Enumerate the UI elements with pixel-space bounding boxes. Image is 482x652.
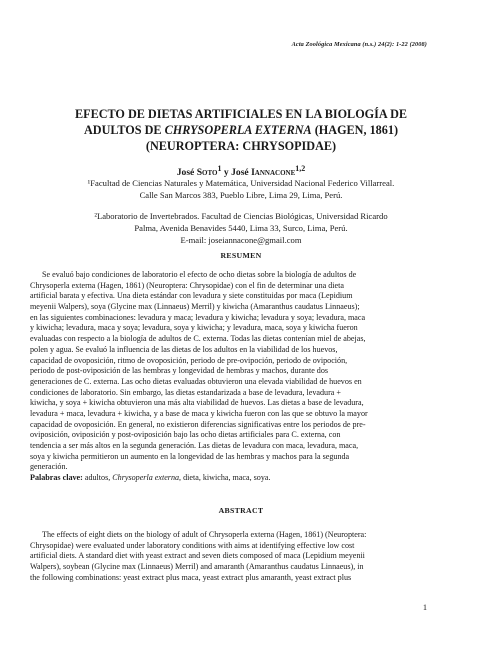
resumen-line: oviposición, oviposición y post-oviposición bajo las ocho dietas artificiales para C. externa, con	[30, 430, 341, 440]
abstract-body	[30, 530, 428, 583]
affiliation-1-line-1: ¹Facultad de Ciencias Naturales y Matemática, Universidad Nacional Federico Villarreal.	[87, 178, 395, 188]
title-line-1: EFECTO DE DIETAS ARTIFICIALES EN LA BIOLOGÍA DE	[75, 107, 407, 121]
keywords-species: Chrysoperla externa	[112, 473, 180, 483]
abstract-line: The effects of eight diets on the biology of adult of Chrysoperla externa (Hagen, 1861) (Neuroptera:	[42, 530, 367, 539]
keywords-pre: adultos,	[82, 473, 113, 483]
keywords-label: Palabras clave:	[30, 473, 83, 483]
abstract-line: Walpers), soybean (Glycine max (Linnaeus) Merril) and amaranth (Amaranthus caudatus Linnaeus), in	[30, 562, 364, 572]
resumen-line: Se evaluó bajo condiciones de laboratorio el efecto de ocho dietas sobre la biología de adultos de	[42, 270, 357, 279]
resumen-line: levadura + maca, levadura + kiwicha, y a base de maca y kiwicha fueron con las que se obtuvo la mayor	[30, 408, 368, 418]
author-2-sup: 1,2	[295, 164, 306, 173]
author-line	[40, 164, 442, 178]
author-1-last: Soto	[196, 167, 218, 179]
affiliation-1	[40, 178, 442, 201]
resumen-line: tendencia a ser más altos en la segunda generación. Las dietas de levadura con maca, levadura, maca,	[30, 441, 359, 450]
resumen-line: kiwicha, y soya + kiwicha obtuvieron una más alta viabilidad de huevos. Las dietas a base de levadura,	[30, 398, 364, 408]
keywords-post: , dieta, kiwicha, maca, soya.	[179, 473, 271, 483]
resumen-line: Chrysoperla externa (Hagen, 1861) (Neuroptera: Chrysopidae) con el fin de determinar una dieta	[30, 280, 344, 290]
title-species: CHRYSOPERLA EXTERNA	[164, 123, 312, 137]
paper-title	[40, 106, 442, 154]
abstract-heading: ABSTRACT	[218, 506, 264, 515]
affiliation-1-line-2: Calle San Marcos 383, Pueblo Libre, Lima 29, Lima, Perú.	[139, 189, 343, 200]
abstract-line: artificial diets. A standard diet with yeast extract and seven diets composed of maca (Lepidium meyenii	[30, 551, 365, 561]
resumen-line: polen y agua. Se evaluó la influencia de las dietas de los adultos en la viabilidad de los huevos,	[30, 344, 338, 354]
resumen-line: meyenii Walpers), soya (Glycine max (Linnaeus) Merril) y kiwicha (Amaranthus caudatus Linnaeus);	[30, 302, 360, 312]
title-line-2-pre: ADULTOS DE	[83, 123, 165, 137]
resumen-line: soya y kiwicha permitieron un aumento en la longevidad de las hembras y machos para la segunda	[30, 451, 350, 461]
affiliation-2	[40, 211, 442, 234]
title-line-2-post: (HAGEN, 1861)	[311, 123, 399, 137]
title-line-2	[40, 122, 442, 138]
resumen-line: y kiwicha; levadura, maca y soya; levadura, soya y kiwicha; y levadura, maca, soya y kiwicha fueron	[30, 323, 358, 333]
title-line-3: (NEUROPTERA: CHRYSOPIDAE)	[145, 139, 337, 153]
author-conjunction: y José	[221, 167, 252, 179]
resumen-line: artificial barata y efectiva. Una dieta estándar con levadura y siete constituidas por maca (Lepidium	[30, 291, 353, 301]
author-email: E-mail: joseiannacone@gmail.com	[180, 235, 302, 245]
resumen-line: generaciones de C. externa. Las ocho dietas evaluadas obtuvieron una elevada viabilidad de huevos en	[30, 376, 362, 386]
resumen-heading: RESUMEN	[220, 251, 262, 260]
abstract-line: the following combinations: yeast extract plus maca, yeast extract plus amaranth, yeast extract plus	[30, 572, 352, 582]
resumen-line: periodo de post-oviposición de las hembras y longevidad de hembras y machos, durante dos	[30, 366, 329, 376]
resumen-line: condiciones de laboratorio. Sin embargo, las dietas estandarizada a base de levadura, levadura +	[30, 387, 341, 397]
keywords-line	[30, 473, 428, 484]
resumen-line: en las siguientes combinaciones: levadura y maca; levadura y kiwicha; levadura y soya; levadura, maca	[30, 312, 366, 322]
resumen-line: capacidad de ovoposición, ritmo de ovoposición, periodo de pre-ovipoción, periodo de ovipoción,	[30, 355, 348, 365]
journal-reference: Acta Zoológica Mexicana (n.s.) 24(2): 1-22 (2008)	[291, 41, 427, 48]
page-number: 1	[422, 603, 427, 612]
resumen-body	[30, 270, 428, 484]
author-2-last: Iannacone	[251, 167, 296, 179]
resumen-line: capacidad de ovoposición. En general, no existieron diferencias significativas entre los periodos de pre-	[30, 419, 366, 429]
resumen-line: generación.	[30, 462, 68, 472]
abstract-line: Chrysopidae) were evaluated under laboratory conditions with aims at identifying effective low cost	[30, 540, 355, 550]
author-1-first: José	[176, 167, 197, 179]
author-1-sup: 1	[217, 164, 222, 173]
affiliation-2-line-1: ²Laboratorio de Invertebrados. Facultad de Ciencias Biológicas, Universidad Ricardo	[94, 211, 388, 221]
affiliation-2-line-2: Palma, Avenida Benavides 5440, Lima 33, Surco, Lima, Perú.	[134, 222, 348, 233]
resumen-line: evaluadas con respecto a la biología de adultos de C. externa. Todas las dietas contenían miel de abejas,	[30, 334, 366, 344]
